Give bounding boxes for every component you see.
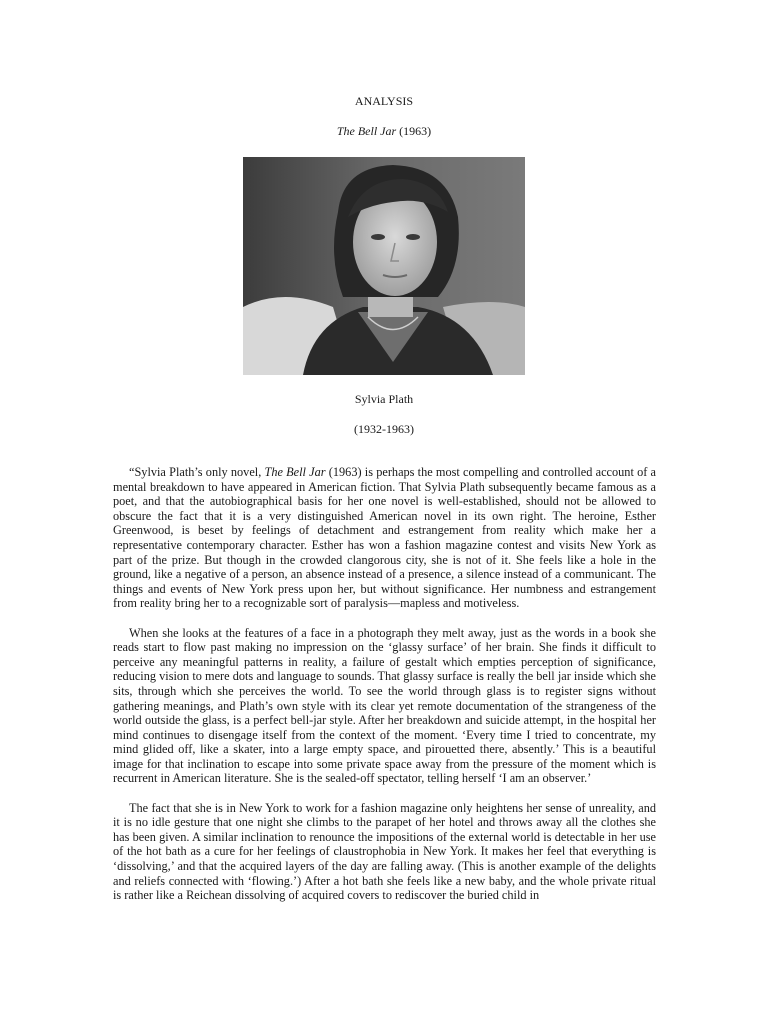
book-year: (1963) [399,124,432,138]
paragraph-1-rest: (1963) is perhaps the most compelling and controlled account of a mental breakdown to have appeared in American fiction. That Sylvia Plath subsequently became famous as a poet, and that the autobiographical basis for her one novel is well-established, should not be allowed to obscure the fact that it is a very distinguished American novel in its own right. The heroine, Esther Greenwood, is beset by feelings of detachment and estrangement from reality which make her a representative contemporary character. Esther has won a fashion magazine contest and visits New York as part of the prize. But though in the crowded clangorous city, she is not of it. She feels like a hole in the ground, like a negative of a person, an absence instead of a presence, a silence instead of a communicant. The things and events of New York press upon her, but without significance. Her numbness and estrangement from reality bring her to a recognizable sort of paralysis—mapless and motiveless. [113,465,656,611]
paragraph-2: When she looks at the features of a face in a photograph they melt away, just as the words in a book she reads start to flow past making no impression on the ‘glassy surface’ of her brain. She finds it difficult to perceive any meaningful patterns in reality, a failure of gestalt which empties perception of significance, reducing vision to mere dots and language to sounds. That glassy surface is really the bell jar inside which she sits, through which she perceives the world. To see the world through glass is to register signs without gathering meanings, and Plath’s own style with its clear yet remote documentation of the strangeness of the world outside the glass, is a perfect bell-jar style. After her breakdown and suicide attempt, in the hospital her mind continues to disengage itself from the context of the moment. ‘Every time I tried to concentrate, my mind glided off, like a skater, into a large empty space, and pirouetted there, absently.’ This is a beautiful image for that inclination to escape into some private space away from the pressure of the moment which is recurrent in American literature. She is the sealed-off spectator, telling herself ‘I am an observer.’ [113,625,656,786]
paragraph-1-lead: “Sylvia Plath’s only novel, [129,465,265,479]
paragraph-3: The fact that she is in New York to work for a fashion magazine only heightens her sense of unreality, and it is no idle gesture that one night she climbs to the parapet of her hotel and throws away all the clothes she has been given. A similar inclination to renounce the impositions of the external world is detectable in her use of the hot bath as a cure for her feelings of claustrophobia in New York. It makes her feel that everything is ‘dissolving,’ and that the acquired layers of the day are falling away. (This is another example of the delights and reliefs connected with ‘flowing.’) After a hot bath she feels like a new baby, and the whole private ritual is rather like a Reichean dissolving of acquired covers to rediscover the buried child in [113,800,656,903]
page-heading: ANALYSIS [354,94,414,108]
photo-caption-dates: (1932-1963) [354,422,414,436]
book-title-line [0,124,768,138]
portrait-illustration [243,157,525,375]
book-title: The Bell Jar [336,124,397,138]
body-text [113,465,656,903]
paragraph-1-title: The Bell Jar [264,465,326,479]
photo-caption-name: Sylvia Plath [354,392,414,406]
author-portrait-photo [243,157,525,375]
paragraph-1 [113,465,656,611]
